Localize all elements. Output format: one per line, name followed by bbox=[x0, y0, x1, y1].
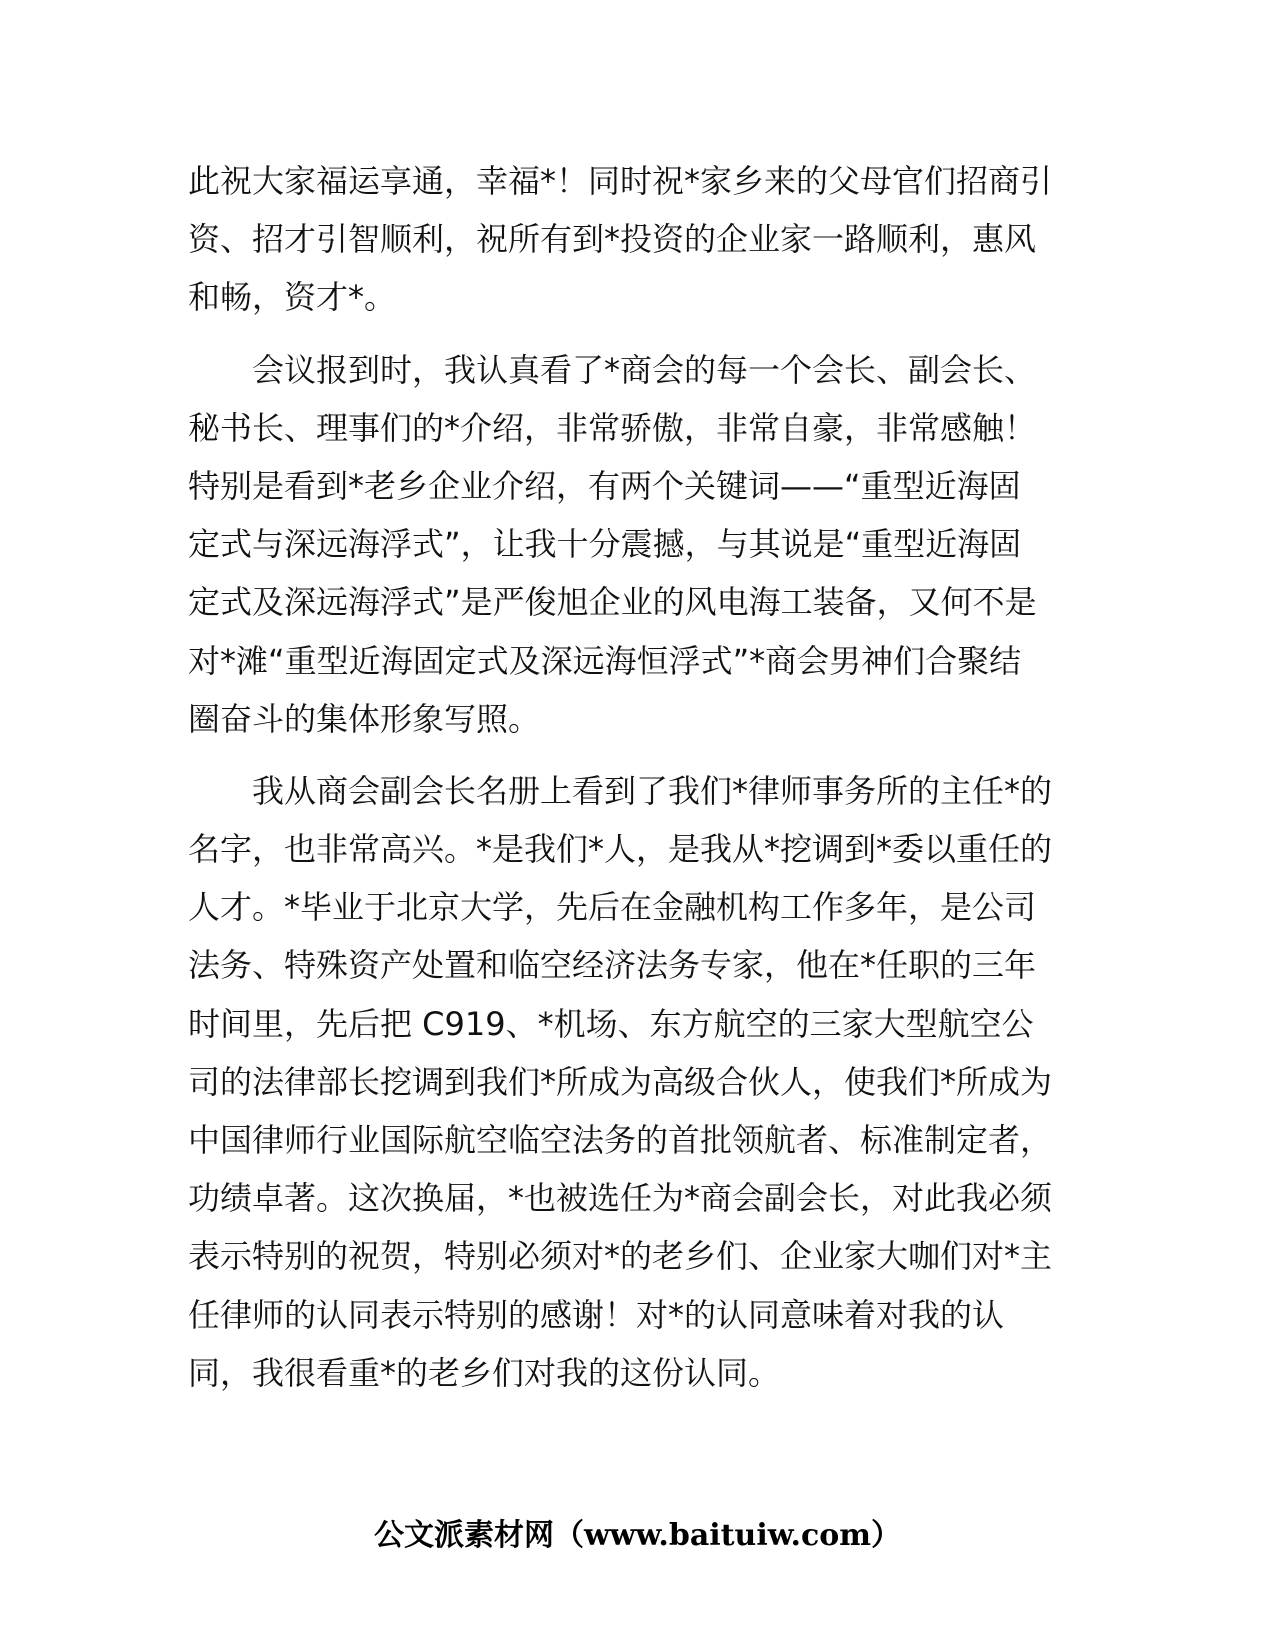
text-line: 人才。*毕业于北京大学，先后在金融机构工作多年，是公司 bbox=[188, 888, 1037, 927]
text-line: 中国律师行业国际航空临空法务的首批领航者、标准制定者， bbox=[188, 1121, 1053, 1159]
text-line: 此祝大家福运享通，幸福*！同时祝*家乡来的父母官们招商引 bbox=[188, 162, 1053, 200]
text-line: 资、招才引智顺利，祝所有到*投资的企业家一路顺利，惠风 bbox=[188, 220, 1037, 259]
paragraph-spacing bbox=[188, 327, 1088, 341]
text-line: 秘书长、理事们的*介绍，非常骄傲，非常自豪，非常感触！ bbox=[188, 408, 1037, 447]
text-line: 法务、特殊资产处置和临空经济法务专家，他在*任职的三年 bbox=[188, 946, 1037, 985]
text-line: 我从商会副会长名册上看到了我们*律师事务所的主任*的 bbox=[252, 771, 1053, 810]
text-line: 定式与深远海浮式”，让我十分震撼，与其说是“重型近海固 bbox=[188, 525, 1022, 564]
document-body bbox=[188, 152, 1088, 1402]
text-line: 司的法律部长挖调到我们*所成为高级合伙人，使我们*所成为 bbox=[188, 1062, 1053, 1101]
text-line: 名字，也非常高兴。*是我们*人，是我从*挖调到*委以重任的 bbox=[188, 830, 1053, 869]
text-line: 同，我很看重*的老乡们对我的这份认同。 bbox=[188, 1353, 781, 1392]
text-line: 对*滩“重型近海固定式及深远海恒浮式”*商会男神们合聚结 bbox=[188, 641, 1022, 680]
text-line: 特别是看到*老乡企业介绍，有两个关键词——“重型近海固 bbox=[188, 466, 1021, 505]
paragraph-spacing bbox=[188, 748, 1088, 762]
paragraph-1 bbox=[188, 152, 1088, 327]
text-line: 圈奋斗的集体形象写照。 bbox=[188, 699, 541, 738]
text-line: 定式及深远海浮式”是严俊旭企业的风电海工装备，又何不是 bbox=[188, 583, 1037, 622]
text-line: 时间里，先后把 C919、*机场、东方航空的三家大型航空公 bbox=[188, 1004, 1034, 1043]
text-line: 会议报到时，我认真看了*商会的每一个会长、副会长、 bbox=[252, 350, 1037, 389]
footer-watermark: 公文派素材网（www.baituiw.com） bbox=[373, 1518, 902, 1553]
paragraph-2 bbox=[188, 341, 1088, 748]
text-line: 功绩卓著。这次换届，*也被选任为*商会副会长，对此我必须 bbox=[188, 1179, 1053, 1218]
text-line: 和畅，资才*。 bbox=[188, 278, 397, 317]
paragraph-3 bbox=[188, 762, 1088, 1402]
text-line: 表示特别的祝贺，特别必须对*的老乡们、企业家大咖们对*主 bbox=[188, 1237, 1053, 1276]
text-line: 任律师的认同表示特别的感谢！对*的认同意味着对我的认 bbox=[188, 1295, 1005, 1334]
